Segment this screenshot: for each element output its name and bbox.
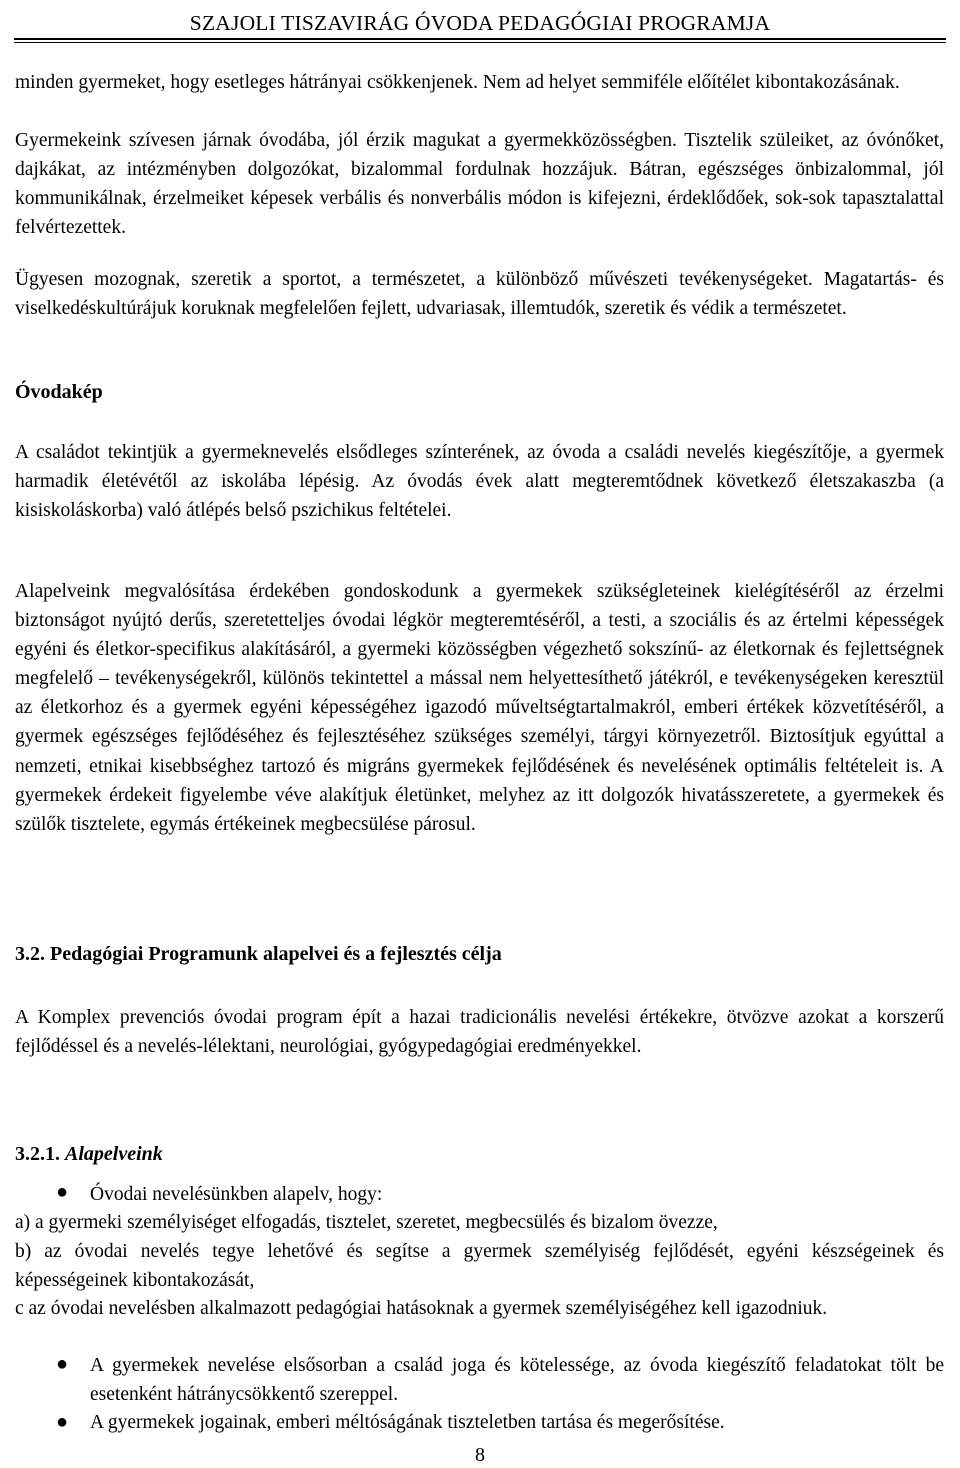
paragraph-komplex: A Komplex prevenciós óvodai program épít a hazai tradicionális nevelési értékekre, ötvözve azokat a korszerű fejlődéssel és a nevelés-lélektani, neurológiai, gyógypedagógiai eredményekkel.	[15, 1007, 944, 1058]
heading-ovodakep: Óvodakép	[15, 381, 103, 403]
bullet-item-principle: Óvodai nevelésünkben alapelv, hogy:	[90, 1184, 383, 1205]
list-item-a: a) a gyermeki személyiséget elfogadás, tisztelet, szeretet, megbecsülés és bizalom övezze,	[15, 1212, 718, 1233]
paragraph-children: Gyermekeink szívesen járnak óvodába, jól érzik magukat a gyermekközösségben. Tisztelik szüleiket, az óvónőket, dajkákat, az intézményben dolgozókat, bizalommal fordulnak hozzájuk. Bátran, egészséges önbizalommal, jól kommunikálnak, érzelmeiket képesek verbális és nonverbális módon is kifejezni, érdeklődőek, sok-sok tapasztalattal felvértezettek.	[15, 130, 944, 239]
bullet-item-family: A gyermekek nevelése elsősorban a család joga és kötelessége, az óvoda kiegészítő feladatokat tölt be esetenként hátránycsökkentő szereppel.	[90, 1355, 944, 1406]
list-item-c: c az óvodai nevelésben alkalmazott pedagógiai hatásoknak a gyermek személyiségéhez kell igazodniuk.	[15, 1298, 828, 1319]
bullet-dot: ●	[56, 1181, 69, 1203]
header-rule	[14, 42, 946, 43]
list-item-b: b) az óvodai nevelés tegye lehetővé és segítse a gyermek személyiség fejlődését, egyéni készségeinek és képességeinek kibontakozását,	[15, 1241, 944, 1292]
heading-section-3-2: 3.2. Pedagógiai Programunk alapelvei és a fejlesztés célja	[15, 943, 502, 965]
heading-number: 3.2.1.	[15, 1143, 65, 1165]
paragraph-family: A családot tekintjük a gyermeknevelés elsődleges színterének, az óvoda a családi nevelés kiegészítője, a gyermek harmadik életévétől az iskolába lépésig. Az óvodás évek alatt megteremtődnek következő életszakaszba (a kisiskoláskorba) való átlépés belső pszichikus feltételei.	[15, 442, 944, 522]
bullet-item-rights: A gyermekek jogainak, emberi méltóságának tiszteletben tartása és megerősítése.	[90, 1412, 725, 1433]
page-number: 8	[475, 1444, 485, 1466]
paragraph-movement: Ügyesen mozognak, szeretik a sportot, a természetet, a különböző művészeti tevékenységeket. Magatartás- és viselkedéskultúrájuk koruknak megfelelően fejlett, udvariasak, illemtudók, szeretik és védik a természetet.	[15, 269, 944, 320]
bullet-dot: ●	[56, 1353, 69, 1375]
paragraph-principles: Alapelveink megvalósítása érdekében gondoskodunk a gyermekek szükségleteinek kielégítéséről az érzelmi biztonságot nyújtó derűs, szeretetteljes óvodai légkör megteremtéséről, a testi, a szociális és az értelmi képességek egyéni és életkor-specifikus alakításáról, a gyermeki közösségben végezhető sokszínű- az életkornak és fejlettségnek megfelelő – tevékenységekről, különös tekintettel a mással nem helyettesíthető játékról, e tevékenységeken keresztül az életkorhoz és a gyermek egyéni képességéhez igazodó műveltségtartalmakról, emberi értékek közvetítéséről, a gyermek egészséges fejlődéséhez és fejlesztéséhez szükséges személyi, tárgyi környezetről. Biztosítjuk egyúttal a nemzeti, etnikai kisebbséghez tartozó és migráns gyermekek fejlődésének és nevelésének optimális feltételeit is. A gyermekek érdekeit figyelembe véve alakítjuk életünket, melyhez az itt dolgozók hivatásszeretete, a gyermekek és szülők tisztelete, egymás értékeinek megbecsülése párosul.	[15, 581, 944, 835]
page-header: SZAJOLI TISZAVIRÁG ÓVODA PEDAGÓGIAI PROGRAMJA	[14, 6, 946, 40]
bullet-dot: ●	[56, 1411, 69, 1433]
heading-section-3-2-1	[15, 1140, 163, 1168]
heading-title: Alapelveink	[65, 1143, 163, 1165]
paragraph-intro: minden gyermeket, hogy esetleges hátrányai csökkenjenek. Nem ad helyet semmiféle előítélet kibontakozásának.	[15, 72, 900, 93]
